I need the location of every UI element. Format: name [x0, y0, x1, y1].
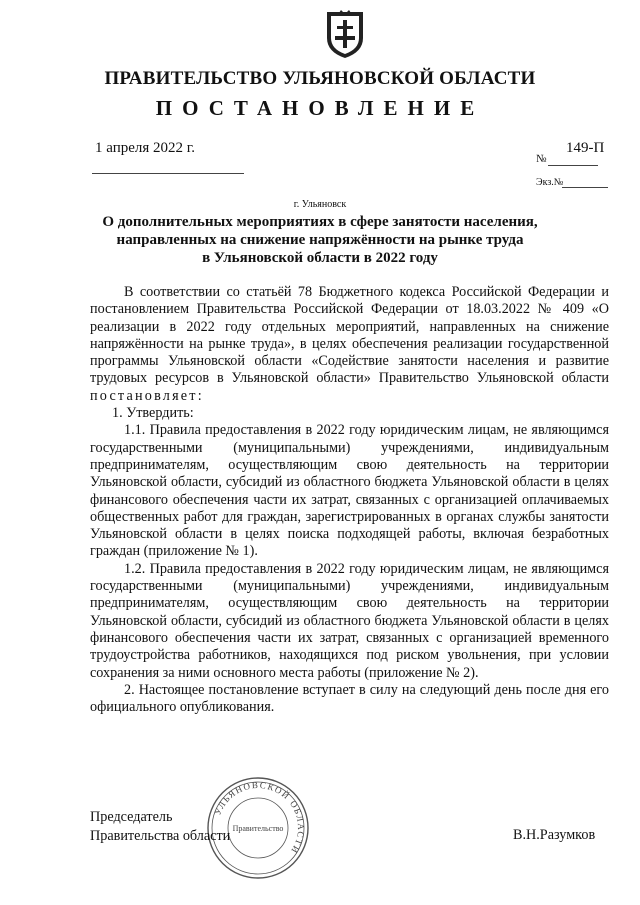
title-line: направленных на снижение напряжённости на рынке труда — [116, 232, 524, 248]
title-line: О дополнительных мероприятиях в сфере занятости населения, — [102, 214, 538, 230]
preamble-text: В соответствии со статьёй 78 Бюджетного кодекса Российской Федерации и постановлением Правительства Российской Федерации от 18.03.2022 № 409 «О реализации в 2022 году отдельных мероприятий, направленных на снижение напряжённости на рынке труда», в целях обеспечения реализации государственной программы Ульяновской области «Содействие занятости населения и развитие трудовых ресурсов в Ульяновской области» Правительство Ульяновской области — [90, 284, 609, 387]
government-name: ПРАВИТЕЛЬСТВО УЛЬЯНОВСКОЙ ОБЛАСТИ — [104, 68, 536, 89]
item-1-1: 1.1. Правила предоставления в 2022 году юридическим лицам, не являющимся государственными (муниципальными) учреждениями, индивидуальным предпринимателям, осуществляющим свою деятельность на территории Ульяновской области, субсидий из областного бюджета Ульяновской области в целях финансового обеспечения части их затрат, связанных с организацией оплачиваемых общественных работ для граждан, зарегистрированных в органах службы занятости Ульяновской области в целях поиска подходящей работы, включая безработных граждан (приложение № 1). — [90, 422, 609, 560]
city: г. Ульяновск — [293, 199, 347, 210]
coat-of-arms-icon — [323, 8, 367, 60]
signatory-name: В.Н.Разумков — [513, 827, 596, 843]
seal-center-text: Правительство — [232, 824, 284, 833]
item-2: 2. Настоящее постановление вступает в силу на следующий день после дня его официального опубликования. — [90, 681, 609, 716]
title-line: в Ульяновской области в 2022 году — [202, 250, 438, 266]
document-type: ПОСТАНОВЛЕНИЕ — [155, 96, 485, 120]
item-1: 1. Утвердить: — [112, 405, 194, 422]
item-1-2: 1.2. Правила предоставления в 2022 году юридическим лицам, не являющимся государственными (муниципальными) учреждениями, индивидуальным предпринимателям, осуществляющим свою деятельность на территории Ульяновской области, субсидий из областного бюджета Ульяновской области в целях финансового обеспечения части их затрат, связанных с организацией временного трудоустройства работников, находящихся под риском увольнения, при условии сохранения за ними основного места работы (приложение № 2). — [90, 560, 609, 681]
seal-ring-text: УЛЬЯНОВСКОЙ ОБЛАСТИ — [212, 779, 307, 857]
number-label: № — [536, 153, 547, 165]
copy-underline — [562, 187, 608, 188]
signatory-position — [90, 808, 230, 846]
preamble-paragraph — [90, 284, 609, 405]
position-line: Председатель — [90, 809, 173, 825]
copy-label: Экз.№ — [536, 177, 564, 188]
date-underline — [92, 173, 244, 174]
document-number: 149-П — [566, 140, 605, 156]
document-date: 1 апреля 2022 г. — [95, 140, 195, 156]
document-title — [100, 213, 540, 267]
document-body — [90, 284, 609, 716]
decree-word: постановляет: — [90, 387, 204, 404]
number-underline — [548, 165, 598, 166]
position-line: Правительства области — [90, 828, 231, 844]
